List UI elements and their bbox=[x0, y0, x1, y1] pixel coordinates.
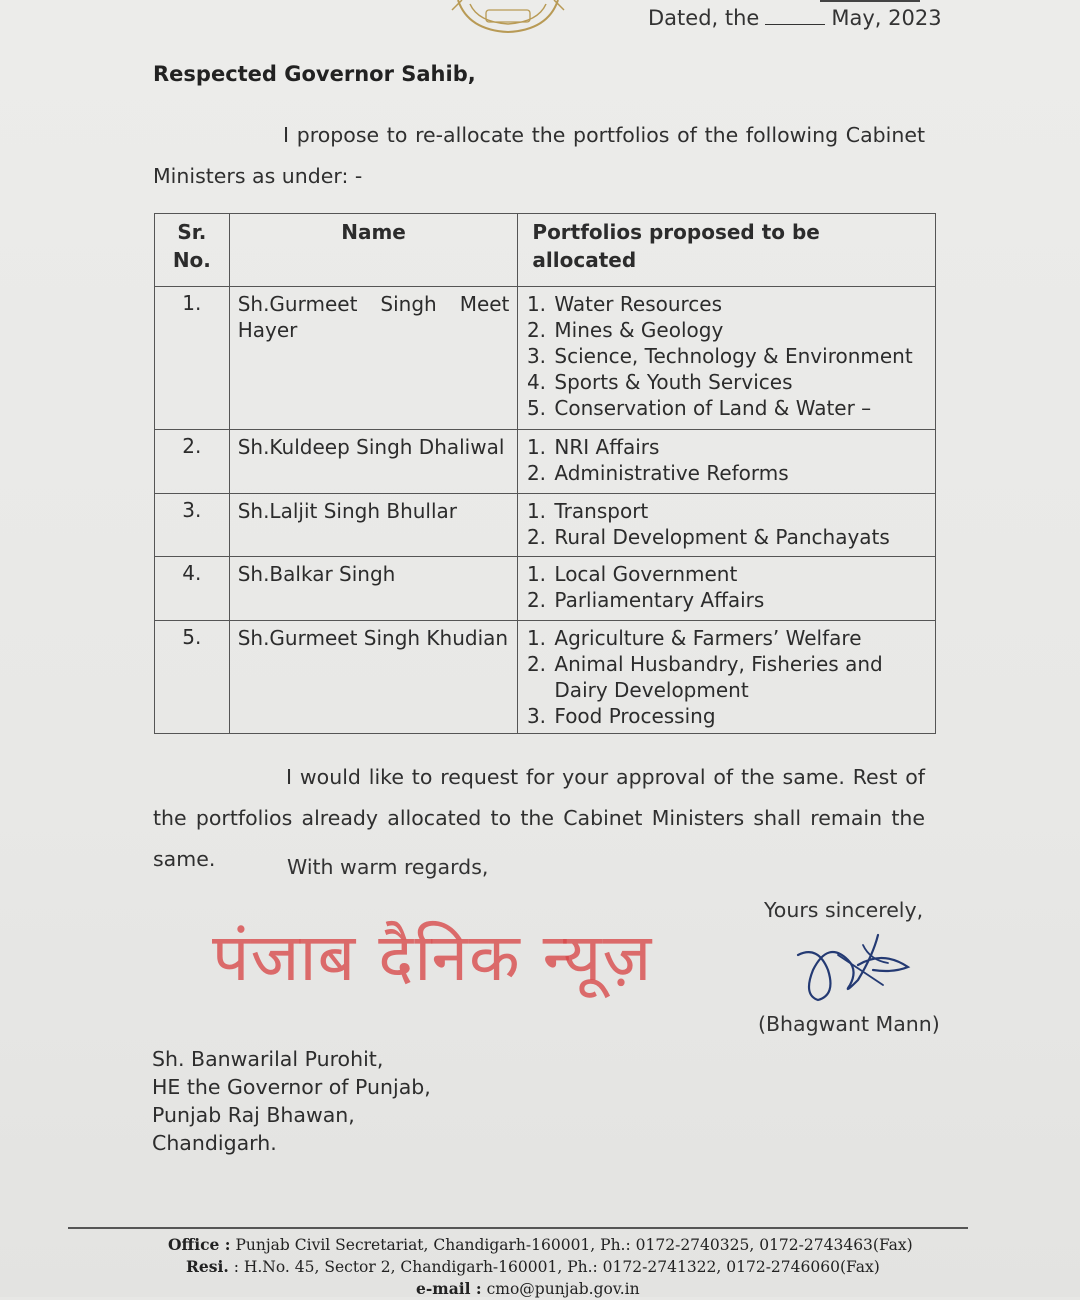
regards: With warm regards, bbox=[287, 855, 489, 879]
office-label: Office : bbox=[168, 1235, 231, 1254]
portfolio-item: 4. Sports & Youth Services bbox=[552, 369, 927, 395]
portfolio-item: 1. Transport bbox=[552, 498, 927, 524]
table-row bbox=[155, 494, 936, 557]
portfolio-item: 1. Water Resources bbox=[552, 291, 927, 317]
punjab-govt-emblem-icon bbox=[448, 0, 568, 40]
portfolio-item: 2. Administrative Reforms bbox=[552, 460, 927, 486]
date-blank bbox=[765, 8, 825, 25]
portfolio-item: 2. Animal Husbandry, Fisheries and Dairy Development bbox=[552, 651, 927, 703]
row-portfolios bbox=[518, 430, 936, 494]
letterhead-footer bbox=[168, 1234, 913, 1300]
resi-label: Resi. bbox=[186, 1257, 229, 1276]
row-sr: 3. bbox=[155, 494, 230, 557]
portfolio-item: 1. NRI Affairs bbox=[552, 434, 927, 460]
portfolio-item: 3. Food Processing bbox=[552, 703, 927, 729]
footer-residence bbox=[168, 1256, 913, 1278]
yours-sincerely: Yours sincerely, bbox=[764, 898, 924, 922]
row-portfolios bbox=[518, 557, 936, 621]
row-sr: 1. bbox=[155, 287, 230, 430]
footer-divider bbox=[68, 1227, 968, 1229]
portfolio-item: 5. Conservation of Land & Water – bbox=[552, 395, 927, 421]
portfolio-item: 2. Rural Development & Panchayats bbox=[552, 524, 927, 550]
row-name: Sh.Balkar Singh bbox=[229, 557, 518, 621]
header-portfolios: Portfolios proposed to be allocated bbox=[518, 214, 936, 287]
row-sr: 5. bbox=[155, 621, 230, 734]
date-overline bbox=[820, 0, 920, 2]
recipient-line: Sh. Banwarilal Purohit, bbox=[152, 1047, 384, 1071]
salutation: Respected Governor Sahib, bbox=[153, 62, 476, 86]
portfolio-table bbox=[154, 213, 936, 734]
portfolio-item: 2. Parliamentary Affairs bbox=[552, 587, 927, 613]
footer-office bbox=[168, 1234, 913, 1256]
email-text: cmo@punjab.gov.in bbox=[486, 1280, 640, 1298]
portfolio-item: 1. Agriculture & Farmers’ Welfare bbox=[552, 625, 927, 651]
row-name: Sh.Kuldeep Singh Dhaliwal bbox=[229, 430, 518, 494]
row-name: Sh.Gurmeet Singh Khudian bbox=[229, 621, 518, 734]
date-line bbox=[648, 6, 942, 30]
office-text: Punjab Civil Secretariat, Chandigarh-160001, Ph.: 0172-2740325, 0172-2743463(Fax) bbox=[235, 1236, 913, 1254]
table-row bbox=[155, 287, 936, 430]
email-label: e-mail : bbox=[416, 1279, 482, 1298]
intro-paragraph: I propose to re-allocate the portfolios of the following Cabinet Ministers as under: - bbox=[153, 123, 925, 188]
row-portfolios bbox=[518, 494, 936, 557]
table-row bbox=[155, 430, 936, 494]
row-portfolios bbox=[518, 621, 936, 734]
row-portfolios bbox=[518, 287, 936, 430]
signer-name: (Bhagwant Mann) bbox=[758, 1012, 940, 1036]
portfolio-item: 1. Local Government bbox=[552, 561, 927, 587]
recipient-line: HE the Governor of Punjab, bbox=[152, 1075, 431, 1099]
portfolio-item: 3. Science, Technology & Environment bbox=[552, 343, 927, 369]
resi-text: : H.No. 45, Sector 2, Chandigarh-160001, Ph.: 0172-2741322, 0172-2746060(Fax) bbox=[233, 1258, 880, 1276]
dated-prefix: Dated, the bbox=[648, 6, 760, 30]
recipient-address bbox=[152, 1045, 431, 1157]
table-row bbox=[155, 557, 936, 621]
recipient-line: Punjab Raj Bhawan, bbox=[152, 1103, 355, 1127]
row-name: Sh.Laljit Singh Bhullar bbox=[229, 494, 518, 557]
signature-icon bbox=[788, 915, 918, 1010]
header-name: Name bbox=[229, 214, 518, 287]
table-header-row bbox=[155, 214, 936, 287]
row-name: Sh.Gurmeet Singh Meet Hayer bbox=[229, 287, 518, 430]
watermark-text: पंजाब दैनिक न्यूज़ bbox=[212, 919, 653, 996]
header-sr-no: Sr. No. bbox=[155, 214, 230, 287]
closing-paragraph: I would like to request for your approval of the same. Rest of the portfolios already allocated to the Cabinet Ministers shall remain the same. bbox=[153, 765, 925, 871]
table-row bbox=[155, 621, 936, 734]
recipient-line: Chandigarh. bbox=[152, 1131, 277, 1155]
dated-suffix: May, 2023 bbox=[831, 6, 942, 30]
row-sr: 2. bbox=[155, 430, 230, 494]
row-sr: 4. bbox=[155, 557, 230, 621]
portfolio-item: 2. Mines & Geology bbox=[552, 317, 927, 343]
